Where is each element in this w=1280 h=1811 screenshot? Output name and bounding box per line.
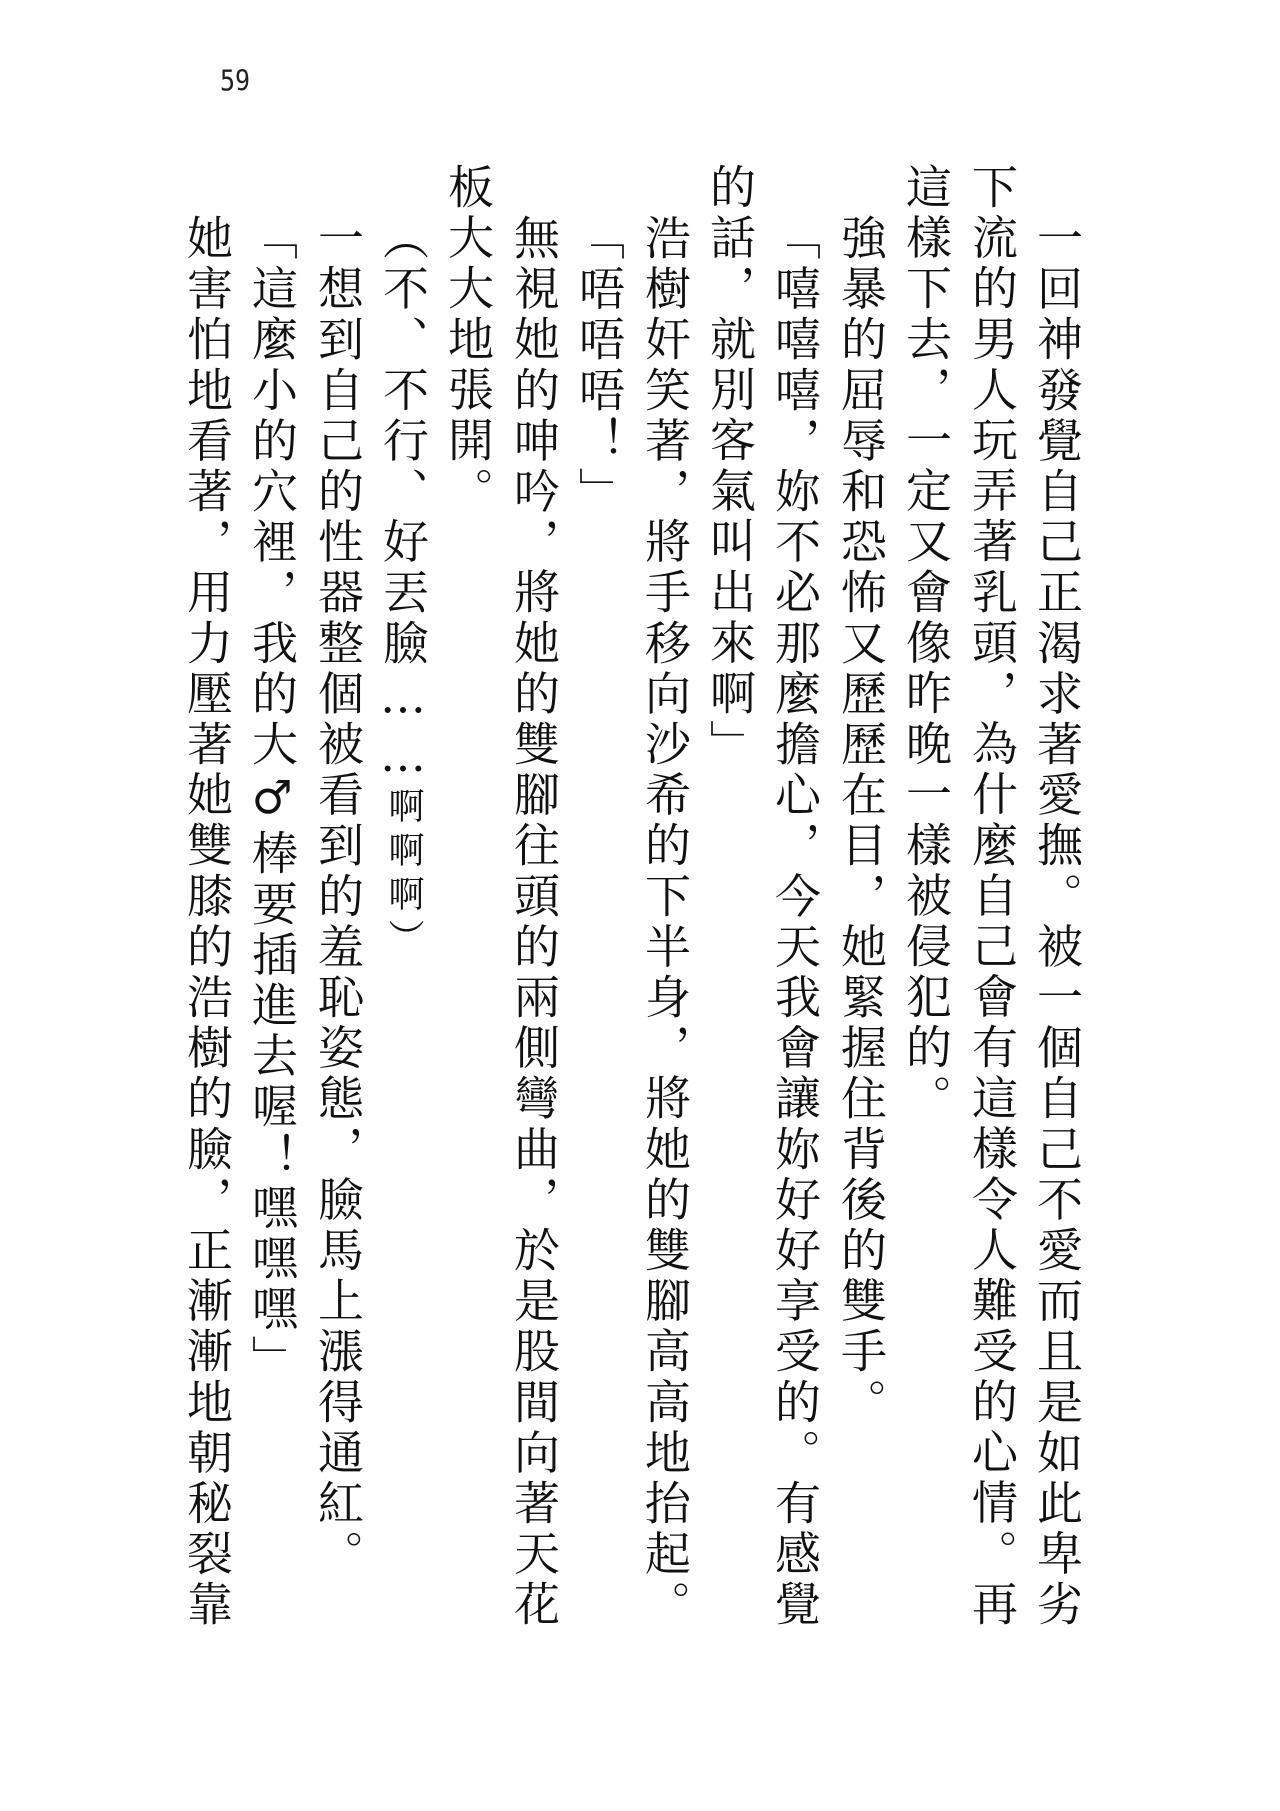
page-number: 59 (220, 63, 251, 98)
text-column: 這樣下去，一定又會像昨晚一樣被侵犯的。 (899, 163, 953, 1125)
text-column: 她害怕地看著，用力壓著她雙膝的浩樹的臉，正漸漸地朝秘裂靠 (180, 214, 234, 1631)
text-column: 一回神發覺自己正渴求著愛撫。被一個自己不愛而且是如此卑劣 (1030, 214, 1084, 1631)
text-column: 「唔唔唔！」 (572, 214, 626, 518)
text-column (378, 214, 428, 963)
text-column: 板大大地張開。 (441, 163, 495, 518)
text-column: 強暴的屈辱和恐怖又歷歷在目，她緊握住背後的雙手。 (834, 214, 888, 1429)
text-column: 下流的男人玩弄著乳頭，為什麼自己會有這樣令人難受的心情。再 (965, 163, 1019, 1631)
text-column: 浩樹奸笑著，將手移向沙希的下半身，將她的雙腳高高地抬起。 (638, 214, 692, 1631)
text-column-main: （不、不行、好丟臉…… (376, 214, 430, 787)
text-column: 「嘻嘻嘻，妳不必那麼擔心，今天我會讓妳好好享受的。有感覺 (768, 214, 822, 1631)
text-column: 一想到自己的性器整個被看到的羞恥姿態，臉馬上漲得通紅。 (311, 214, 365, 1581)
text-column-tail: 啊啊啊） (383, 786, 424, 963)
text-column: 「這麼小的穴裡，我的大♂棒要插進去喔！嘿嘿嘿」 (245, 214, 299, 1386)
text-column: 的話，就別客氣叫出來啊」 (703, 163, 757, 771)
text-column: 無視她的呻吟，將她的雙腳往頭的兩側彎曲，於是股間向著天花 (507, 214, 561, 1631)
